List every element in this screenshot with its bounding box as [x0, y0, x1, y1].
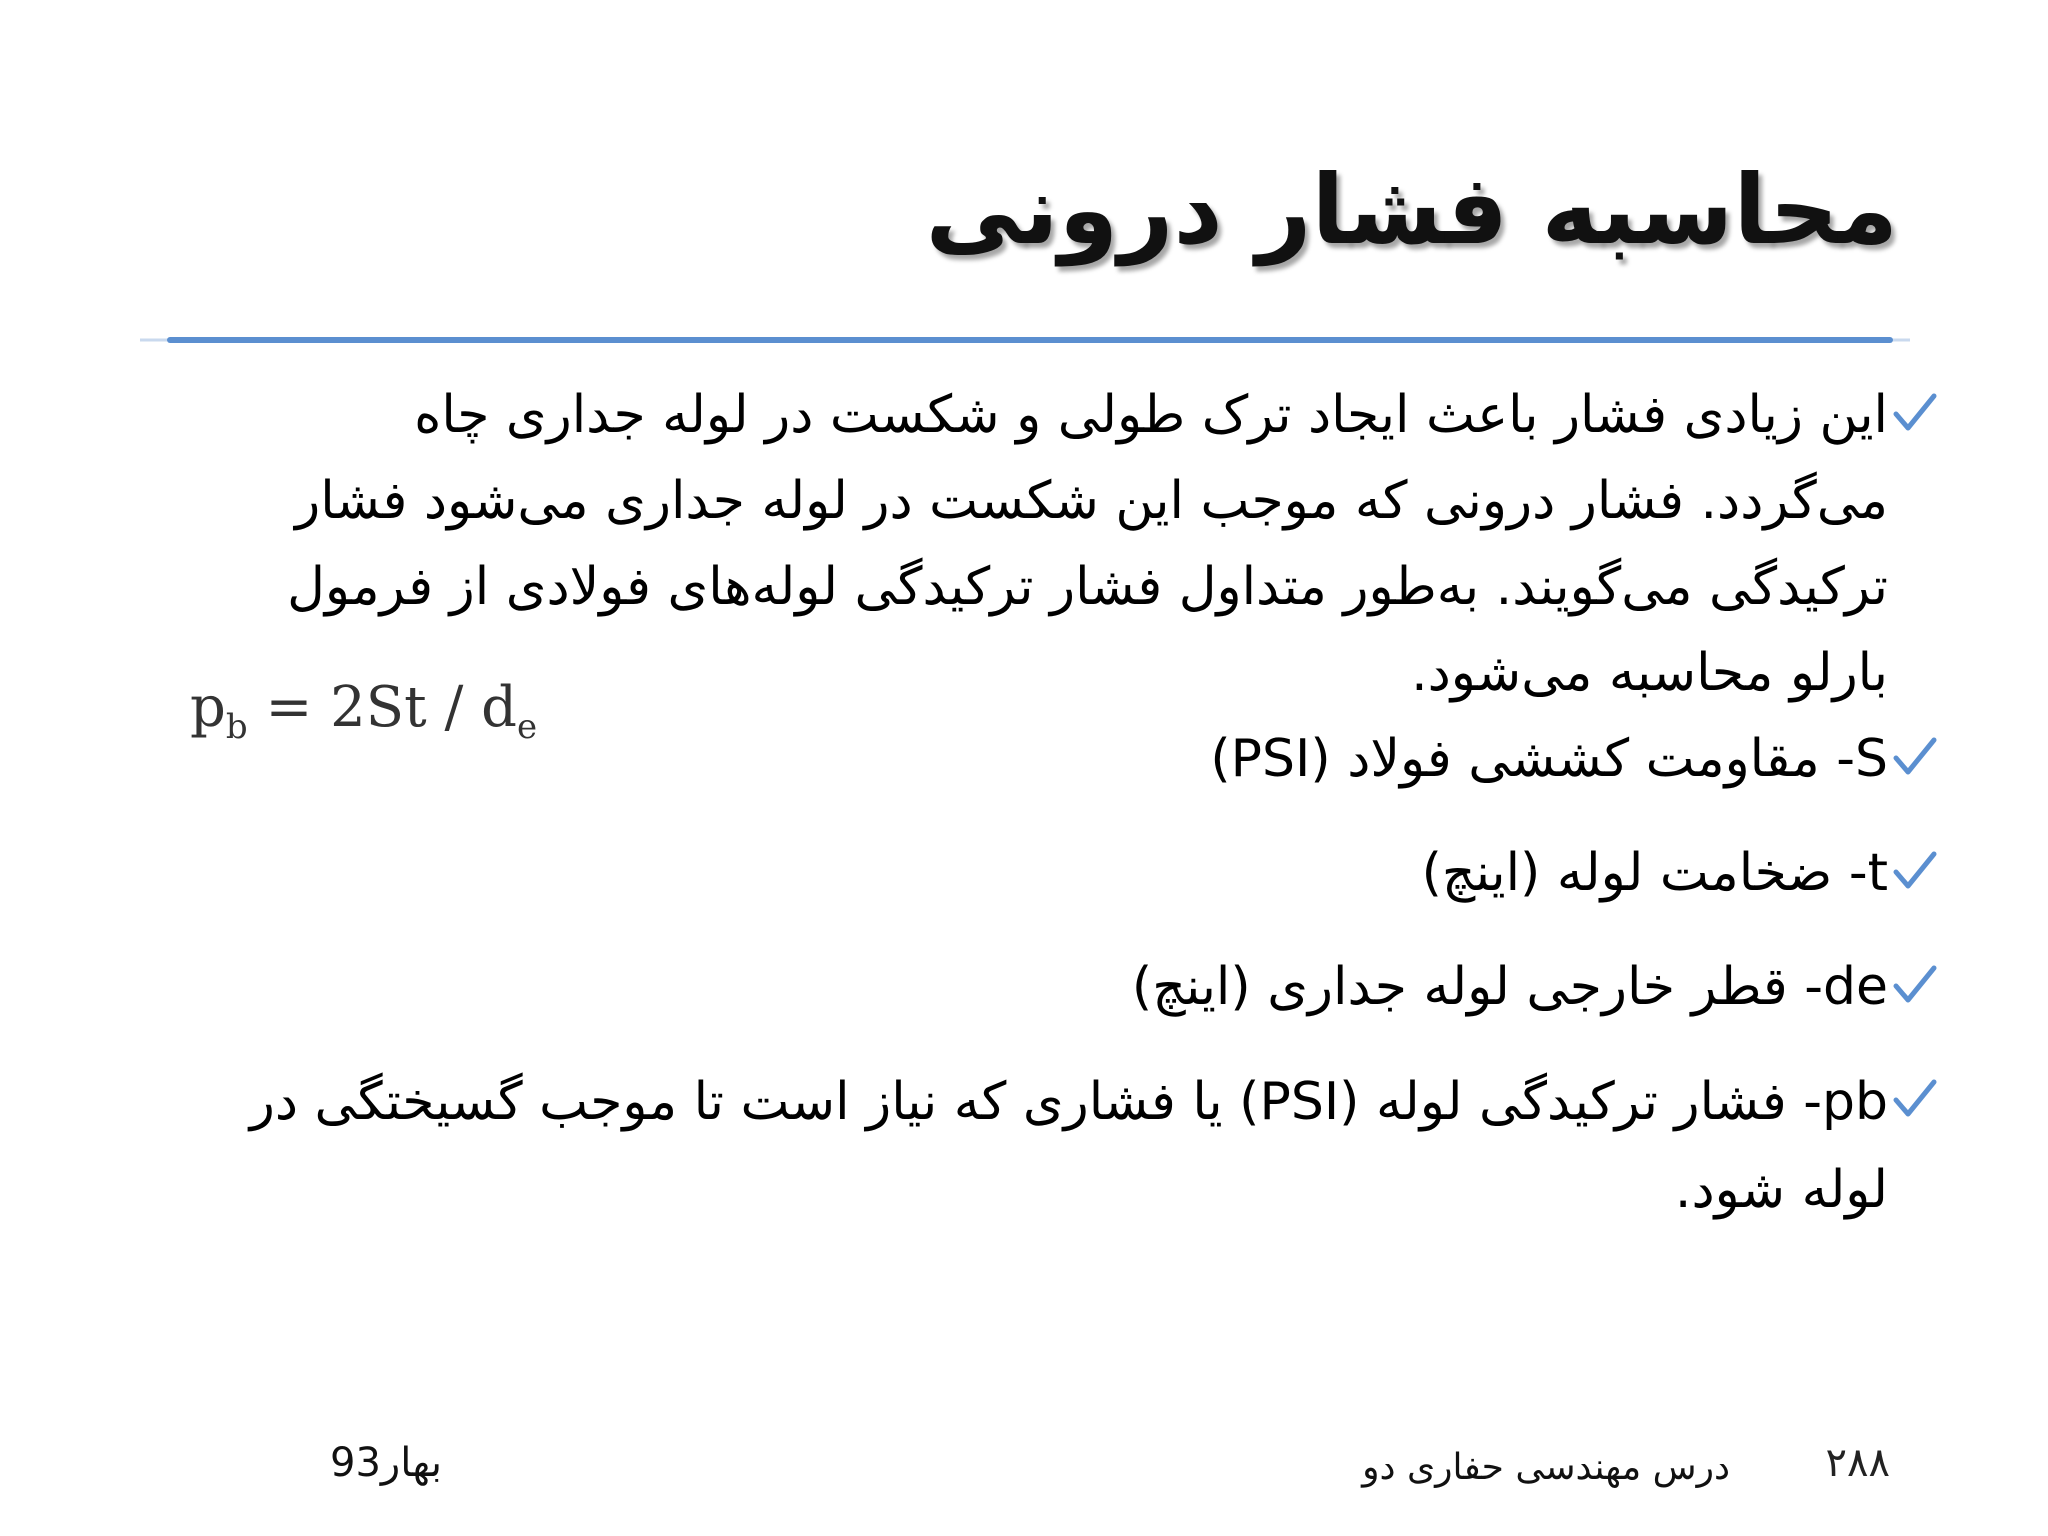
check-icon — [1892, 962, 1938, 1008]
bullet-text: de- قطر خارجی لوله جداری (اینچ) — [1131, 957, 1888, 1017]
bullet-text: pb- فشار ترکیدگی لوله (PSI) یا فشاری که نیاز است تا موجب گسیختگی در لوله شود. — [249, 1072, 1888, 1220]
bullet-item — [198, 944, 1938, 1030]
bullet-item — [198, 830, 1938, 916]
check-icon — [1892, 848, 1938, 894]
formula-rhs-subscript: e — [516, 707, 538, 747]
barlow-formula — [190, 668, 590, 748]
check-icon — [1892, 390, 1938, 436]
bullet-text: این زیادی فشار باعث ایجاد ترک طولی و شکست در لوله جداری چاه می‌گردد. فشار درونی که موجب این شکست در لوله جداری می‌شود فشار ترکیدگی می‌گویند. به‌طور متداول فشار ترکیدگی لوله‌های فولادی از فرمول بارلو محاسبه می‌شود. — [287, 385, 1888, 703]
bullet-text: t- ضخامت لوله (اینچ) — [1421, 843, 1888, 903]
course-name: درس مهندسی حفاری دو — [1362, 1447, 1730, 1488]
check-icon — [1892, 734, 1938, 780]
bullet-item — [198, 372, 1938, 716]
formula-lhs: p — [190, 675, 226, 740]
bullet-text: S- مقاومت کششی فولاد (PSI) — [1210, 729, 1888, 789]
slide-title: محاسبه فشار درونی — [925, 154, 1898, 266]
term-label: بهار93 — [330, 1440, 442, 1486]
bullet-item — [198, 1058, 1938, 1234]
formula-lhs-subscript: b — [225, 707, 248, 747]
page-number: ۲۸۸ — [1825, 1440, 1890, 1486]
check-icon — [1892, 1076, 1938, 1122]
formula-rhs: = 2St / d — [265, 675, 517, 740]
bullet-list — [198, 372, 1938, 1234]
title-divider — [140, 335, 1910, 345]
